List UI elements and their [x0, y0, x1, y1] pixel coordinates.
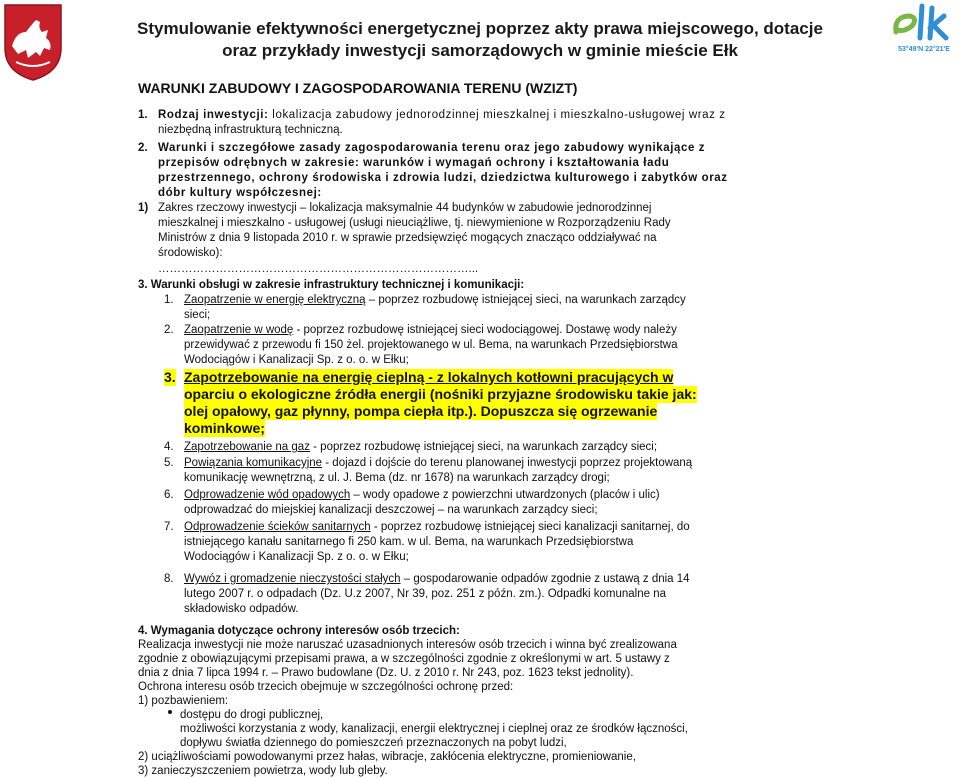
item-4-line-3: dnia z dnia 7 lipca 1994 r. – Prawo budowlane (Dz. U. z 2010 r. Nr 243, poz. 1623 tekst jednolity). [138, 667, 634, 679]
item-4-continuation [0, 708, 960, 777]
item-4-line-5: 1) pozbawieniem: [138, 695, 229, 707]
item-2-sub-1-number: 1) [138, 202, 149, 214]
bullet-icon [168, 710, 172, 714]
item-4-line-1: Realizacja inwestycji nie może naruszać uzasadnionych interesów osób trzecich i winna być zrealizowana [138, 639, 677, 651]
item-3-point-7-line-2: istniejącego kanału sanitarnego fi 250 kam. w ul. Bema, na warunkach Przedsiębiorstwa [184, 536, 634, 548]
item-3-point-4-line-1: Zapotrzebowanie na gaz - poprzez rozbudowę istniejącej sieci, na warunkach zarządcy sieci; [184, 441, 658, 453]
item-3-point-3-number: 3. [164, 369, 176, 385]
item-3-point-2-line-2: przewidywać z przewodu fi 150 żel. projektowanego w ul. Bema, na warunkach Przedsiębiorstwa [184, 339, 678, 351]
item-2-line-2: przepisów odrębnych w zakresie: warunków i wymagań ochrony i kształtowania ładu [158, 157, 670, 169]
item-3-point-8-line-2: lutego 2007 r. o odpadach (Dz. U.z 2007, Nr 39, poz. 251 z późn. zm.). Odpadki komunalne na [184, 588, 667, 600]
item-3-point-8-line-3: składowisko odpadów. [184, 603, 299, 615]
item-4-line-4: Ochrona interesu osób trzecich obejmuje w szczególności ochronę przed: [138, 681, 514, 693]
item-2-sub-1-line-4: środowisko): [158, 247, 223, 259]
item-2-sub-1-line-2: mieszkalnej i mieszkalno - usługowej (usługi nieuciążliwe, tj. niewymienione w Rozporządzeniu Rady [158, 217, 671, 229]
item-3-point-6-line-2: odprowadzać do miejskiej kanalizacji deszczowej – na warunkach zarządcy sieci; [184, 504, 598, 516]
item-2-sub-1-line-1: Zakres rzeczowy inwestycji – lokalizacja maksymalnie 44 budynków w zabudowie jednorodzinnej [158, 202, 652, 214]
item-1-line-2: niezbędną infrastrukturą techniczną. [158, 124, 343, 136]
item-3-point-4-number: 4. [164, 441, 174, 453]
item-4-line-7: 3) zanieczyszczeniem powietrza, wody lub gleby. [138, 765, 388, 777]
item-3-point-1-line-1: Zaopatrzenie w energię elektryczną – poprzez rozbudowę istniejącej sieci, na warunkach zarządcy [184, 294, 686, 306]
item-4-line-2: zgodnie z obowiązującymi przepisami prawa, a w szczególności zgodnie z określonymi w art. 5 ustawy z [138, 653, 670, 665]
item-1-number: 1. [138, 109, 148, 121]
item-3-point-5-line-2: komunikację wewnętrzną, z ul. J. Bema (dz. nr 1678) na warunkach zarządcy drogi; [184, 472, 610, 484]
item-3-heading: 3. Warunki obsługi w zakresie infrastruktury technicznej i komunikacji: [138, 279, 525, 291]
item-2-dots: ………………………………………………………………………... [158, 263, 479, 275]
item-2-sub-1-line-3: Ministrów z dnia 9 listopada 2010 r. w sprawie przedsięwzięć mogących znacząco oddziaływać na [158, 232, 657, 244]
item-3-point-3-line-1: Zapotrzebowanie na energię cieplną - z lokalnych kotłowni pracujących w [184, 369, 674, 385]
item-3-point-2-line-3: Wodociągów i Kanalizacji Sp. z o. o. w Ełku; [184, 354, 409, 366]
title-line-2: oraz przykłady inwestycji samorządowych w gminie mieście Ełk [222, 41, 738, 60]
item-2-line-3: przestrzennego, ochrony środowiska i zdrowia ludzi, dziedzictwa kulturowego i zabytków oraz [158, 172, 728, 184]
item-4-heading: 4. Wymagania dotyczące ochrony interesów osób trzecich: [138, 625, 460, 637]
item-3-point-3-line-4: kominkowe; [184, 420, 265, 436]
item-3-point-5-number: 5. [164, 457, 174, 469]
item-3-point-3-line-2: oparciu o ekologiczne źródła energii (nośniki przyjazne środowisku takie jak: [184, 386, 697, 402]
item-4-bullet-2: możliwości korzystania z wody, kanalizacji, energii elektrycznej i cieplnej oraz ze środków łączności, [180, 723, 688, 735]
item-3-point-7-line-1: Odprowadzenie ścieków sanitarnych - poprzez rozbudowę istniejącej sieci kanalizacji sanitarnej, do [184, 521, 690, 533]
item-4-bullet-3: dopływu światła dziennego do pomieszczeń przeznaczonych na pobyt ludzi, [180, 737, 567, 749]
item-1-line-1: Rodzaj inwestycji: lokalizacja zabudowy jednorodzinnej mieszkalnej i mieszkalno-usługowej wraz z [158, 109, 726, 121]
item-3-point-7-number: 7. [164, 521, 174, 533]
item-3-point-8-number: 8. [164, 573, 174, 585]
section-title: WARUNKI ZABUDOWY I ZAGOSPODAROWANIA TERENU (WZIZT) [138, 80, 578, 96]
item-4-line-6: 2) uciążliwościami powodowanymi przez hałas, wibracje, zakłócenia elektryczne, promieniowanie, [138, 751, 636, 763]
item-3-point-3-line-3: olej opałowy, gaz płynny, pompa ciepła itp.). Dopuszcza się ogrzewanie [184, 403, 658, 419]
title-line-1: Stymulowanie efektywności energetycznej poprzez akty prawa miejscowego, dotacje [137, 19, 823, 38]
item-3-point-1-number: 1. [164, 294, 174, 306]
item-3-point-1-line-2: sieci; [184, 309, 211, 321]
item-3-point-7-line-3: Wodociągów i Kanalizacji Sp. z o. o. w Ełku; [184, 551, 409, 563]
item-3-point-2-number: 2. [164, 324, 174, 336]
item-3-point-6-line-1: Odprowadzenie wód opadowych – wody opadowe z powierzchni utwardzonych (placów i ulic) [184, 489, 660, 501]
item-2-number: 2. [138, 142, 148, 154]
item-3-point-8-line-1: Wywóz i gromadzenie nieczystości stałych – gospodarowanie odpadów zgodnie z ustawą z dnia 14 [184, 573, 690, 585]
item-4-bullet-1: dostępu do drogi publicznej, [180, 709, 324, 721]
item-3-point-5-line-1: Powiązania komunikacyjne - dojazd i dojście do terenu planowanej inwestycji poprzez projektowaną [184, 457, 693, 469]
item-2-line-4: dóbr kultury współczesnej: [158, 187, 322, 199]
item-3-point-6-number: 6. [164, 489, 174, 501]
brand-coordinates: 53°49'N 22°21'E [898, 46, 950, 53]
item-2-line-1: Warunki i szczegółowe zasady zagospodarowania terenu oraz jego zabudowy wynikające z [158, 142, 706, 154]
item-3-point-2-line-1: Zaopatrzenie w wodę - poprzez rozbudowę istniejącej sieci wodociągowej. Dostawę wody należy [184, 324, 677, 336]
